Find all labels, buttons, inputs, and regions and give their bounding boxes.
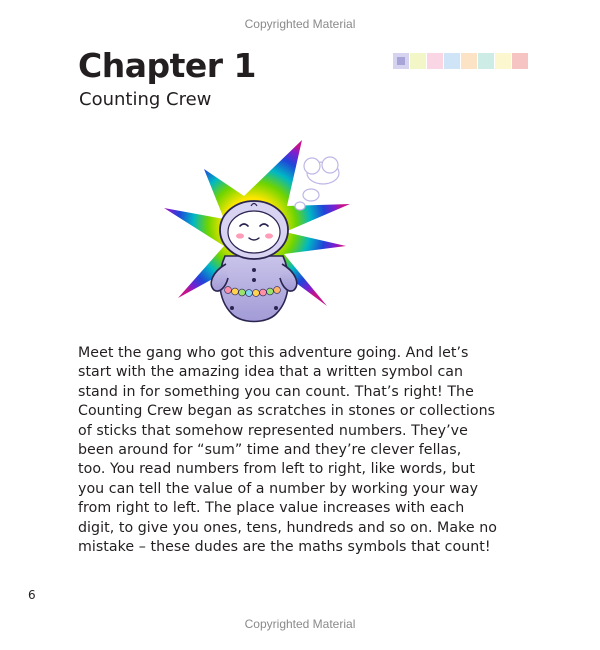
body-line: of sticks that somehow represented numbers. They’ve (78, 422, 468, 439)
chapter-subtitle: Counting Crew (79, 89, 212, 110)
color-swatch (444, 53, 460, 69)
color-swatch (461, 53, 477, 69)
color-swatch (410, 53, 426, 69)
body-line: digit, to give you ones, tens, hundreds and so on. Make no (78, 519, 497, 536)
counting-crew-character-icon (160, 138, 360, 328)
body-line: Counting Crew began as scratches in stones or collections (78, 403, 496, 420)
body-line: Meet the gang who got this adventure going. And let’s (78, 345, 469, 361)
color-swatch (512, 53, 528, 69)
color-swatch-strip (393, 53, 528, 69)
color-swatch (495, 53, 511, 69)
body-line: from right to left. The place value increases with each (78, 500, 465, 517)
character-head (220, 201, 288, 259)
body-line: start with the amazing idea that a written symbol can (78, 364, 464, 381)
color-swatch (478, 53, 494, 69)
color-swatch (393, 53, 409, 69)
chapter-title: Chapter 1 (78, 46, 256, 85)
body-line: you can tell the value of a number by working your way (78, 480, 479, 497)
body-line: been around for “sum” time and they’re clever fellas, (78, 442, 462, 459)
copyright-watermark-top: Copyrighted Material (244, 17, 356, 31)
page-number: 6 (28, 588, 36, 602)
body-line: stand in for something you can count. That’s right! The (78, 383, 474, 400)
body-line: too. You read numbers from left to right, like words, but (78, 461, 476, 478)
character-body (211, 256, 296, 322)
body-line: mistake – these dudes are the maths symbols that count! (78, 539, 491, 556)
color-swatch (427, 53, 443, 69)
thought-bubble-icon (295, 157, 339, 210)
body-paragraph (78, 344, 538, 557)
copyright-watermark-bottom: Copyrighted Material (244, 617, 356, 631)
